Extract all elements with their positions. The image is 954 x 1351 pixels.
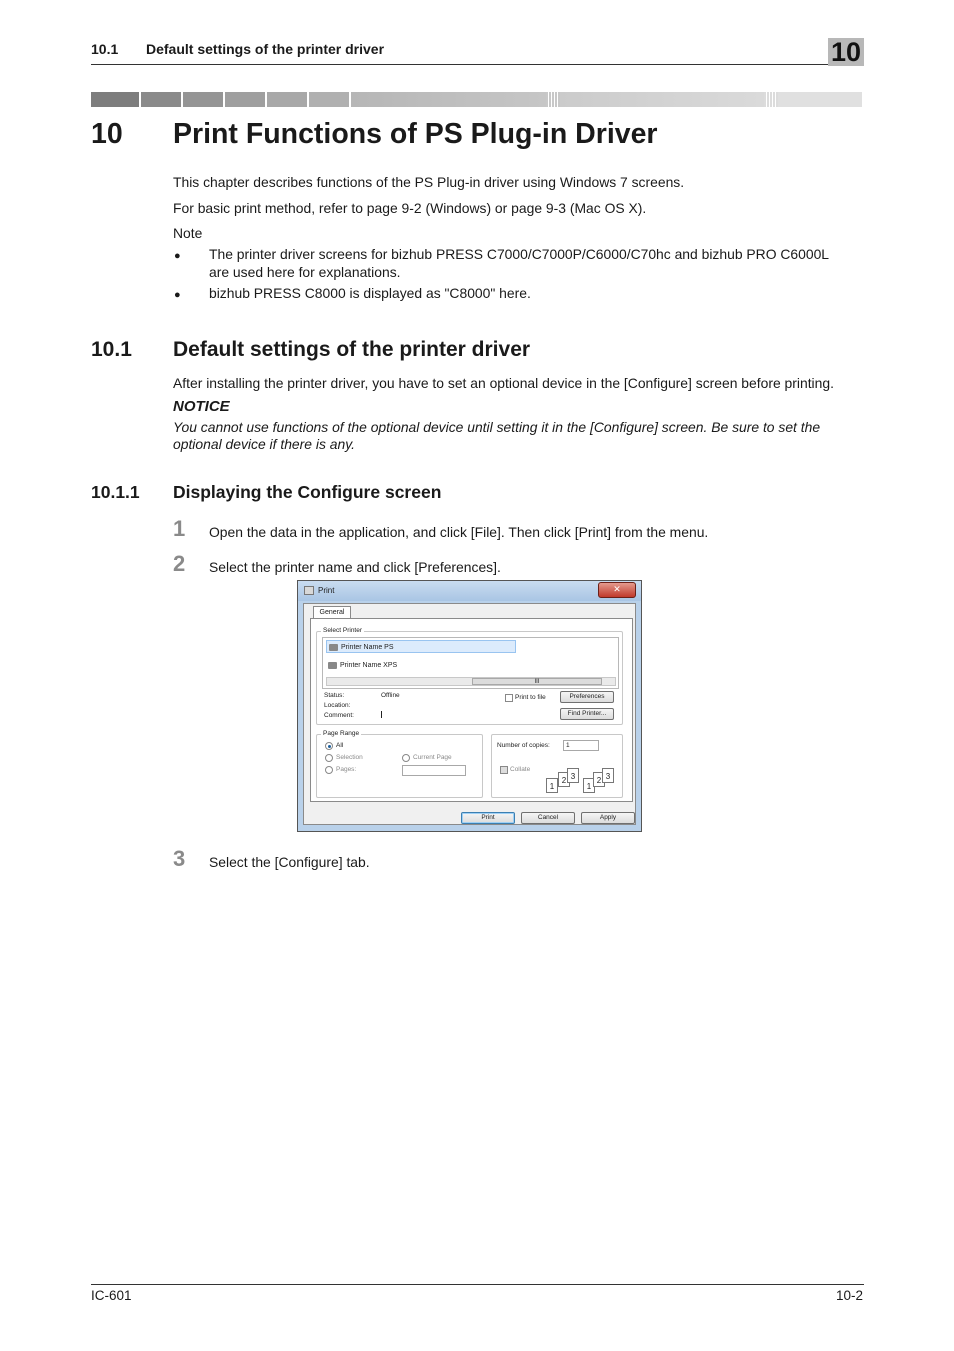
preferences-button[interactable]: Preferences	[560, 691, 614, 703]
chapter-title	[91, 118, 658, 151]
print-to-file-label: Print to file	[515, 694, 546, 701]
chapter-title-text: Print Functions of PS Plug-in Driver	[173, 118, 658, 150]
bullet-1-line-2: are used here for explanations.	[209, 264, 401, 280]
chapter-badge: 10	[828, 38, 864, 66]
decorative-stripe	[91, 92, 864, 107]
page-icon: 2	[593, 772, 605, 787]
header-section-title: Default settings of the printer driver	[146, 41, 385, 57]
print-to-file-checkbox[interactable]	[505, 694, 513, 702]
notice-line-1: You cannot use functions of the optional device until setting it in the [Configure] screen. Be sure to set the	[173, 419, 821, 435]
collate-label: Collate	[510, 766, 531, 773]
subsection-title: Displaying the Configure screen	[173, 482, 442, 502]
step-3-text: Select the [Configure] tab.	[209, 854, 370, 870]
note-label: Note	[173, 225, 203, 241]
bullet-1-line-1: The printer driver screens for bizhub PRESS C7000/C7000P/C6000/C70hc and bizhub PRO C6000L	[209, 246, 830, 262]
print-dialog-screenshot	[297, 580, 642, 832]
bullet-icon: ●	[174, 289, 181, 301]
step-2-text: Select the printer name and click [Preferences].	[209, 559, 501, 575]
page-icon: 1	[546, 778, 558, 793]
printer-name: Printer Name XPS	[340, 662, 398, 669]
comment-label: Comment:	[324, 712, 354, 719]
section-heading	[91, 338, 530, 362]
printer-icon	[328, 662, 337, 669]
page-icon: 3	[567, 768, 579, 783]
find-printer-button[interactable]: Find Printer...	[560, 708, 614, 720]
header-section-number: 10.1	[91, 41, 119, 57]
range-current-label: Current Page	[413, 754, 452, 761]
tab-general[interactable]: General	[313, 606, 351, 619]
running-header	[91, 41, 384, 57]
dialog-title: Print	[318, 586, 335, 595]
step-number: 3	[173, 846, 186, 871]
page-icon: 3	[602, 768, 614, 783]
page-icon: 2	[558, 772, 570, 787]
printer-icon	[304, 586, 314, 595]
scroll-thumb[interactable]: III	[472, 678, 602, 685]
range-selection-radio[interactable]	[325, 754, 333, 762]
range-all-radio[interactable]	[325, 742, 333, 750]
intro-paragraph-2: For basic print method, refer to page 9-2 (Windows) or page 9-3 (Mac OS X).	[173, 200, 647, 216]
notice-line-2: optional device if there is any.	[173, 435, 355, 452]
general-panel	[310, 618, 633, 802]
footer-product: IC-601	[91, 1288, 132, 1303]
step-number: 2	[173, 551, 186, 576]
printer-item-ps[interactable]	[326, 640, 516, 653]
step-number: 1	[173, 516, 186, 541]
status-label: Status:	[324, 692, 345, 699]
notice-body	[173, 419, 863, 452]
cancel-button[interactable]: Cancel	[521, 812, 575, 824]
location-label: Location:	[324, 702, 351, 709]
horizontal-scrollbar[interactable]	[326, 677, 616, 686]
section-body: After installing the printer driver, you have to set an optional device in the [Configure] screen before printing.	[173, 375, 834, 391]
print-button[interactable]: Print	[461, 812, 515, 824]
range-selection-label: Selection	[336, 754, 363, 761]
step-1-text: Open the data in the application, and click [File]. Then click [Print] from the menu.	[209, 524, 709, 540]
bullet-2-line-1: bizhub PRESS C8000 is displayed as "C8000" here.	[209, 285, 531, 301]
printer-icon	[329, 644, 338, 651]
range-pages-label: Pages:	[336, 766, 357, 773]
subsection-heading	[91, 482, 441, 503]
header-rule	[91, 64, 864, 65]
printer-item-xps[interactable]	[326, 659, 516, 672]
bullet-icon: ●	[174, 250, 181, 262]
section-title: Default settings of the printer driver	[173, 338, 531, 361]
subsection-number: 10.1.1	[91, 482, 140, 502]
text-cursor	[381, 711, 382, 718]
chapter-number: 10	[91, 118, 123, 150]
section-number: 10.1	[91, 338, 132, 361]
printer-name: Printer Name PS	[341, 644, 394, 651]
intro-paragraph-1: This chapter describes functions of the PS Plug-in driver using Windows 7 screens.	[173, 174, 685, 190]
notice-title: NOTICE	[173, 398, 230, 415]
pages-input[interactable]	[402, 765, 466, 776]
range-pages-radio[interactable]	[325, 766, 333, 774]
apply-button[interactable]: Apply	[581, 812, 635, 824]
close-button[interactable]: ✕	[598, 582, 636, 598]
footer-page-number: 10-2	[835, 1288, 863, 1303]
select-printer-label: Select Printer	[323, 627, 363, 634]
page-range-group	[316, 730, 483, 798]
range-current-radio[interactable]	[402, 754, 410, 762]
collate-checkbox[interactable]	[500, 766, 508, 774]
copies-input[interactable]: 1	[563, 740, 599, 751]
copies-label: Number of copies:	[497, 742, 550, 749]
page-icon: 1	[583, 778, 595, 793]
dialog-titlebar	[298, 581, 641, 601]
printer-list[interactable]	[322, 637, 619, 689]
copies-group	[491, 734, 623, 798]
status-value: Offline	[381, 692, 400, 699]
footer-rule	[91, 1284, 864, 1285]
page-range-label: Page Range	[323, 730, 360, 737]
range-all-label: All	[336, 742, 344, 749]
dialog-body	[303, 603, 636, 825]
select-printer-group	[316, 627, 623, 725]
